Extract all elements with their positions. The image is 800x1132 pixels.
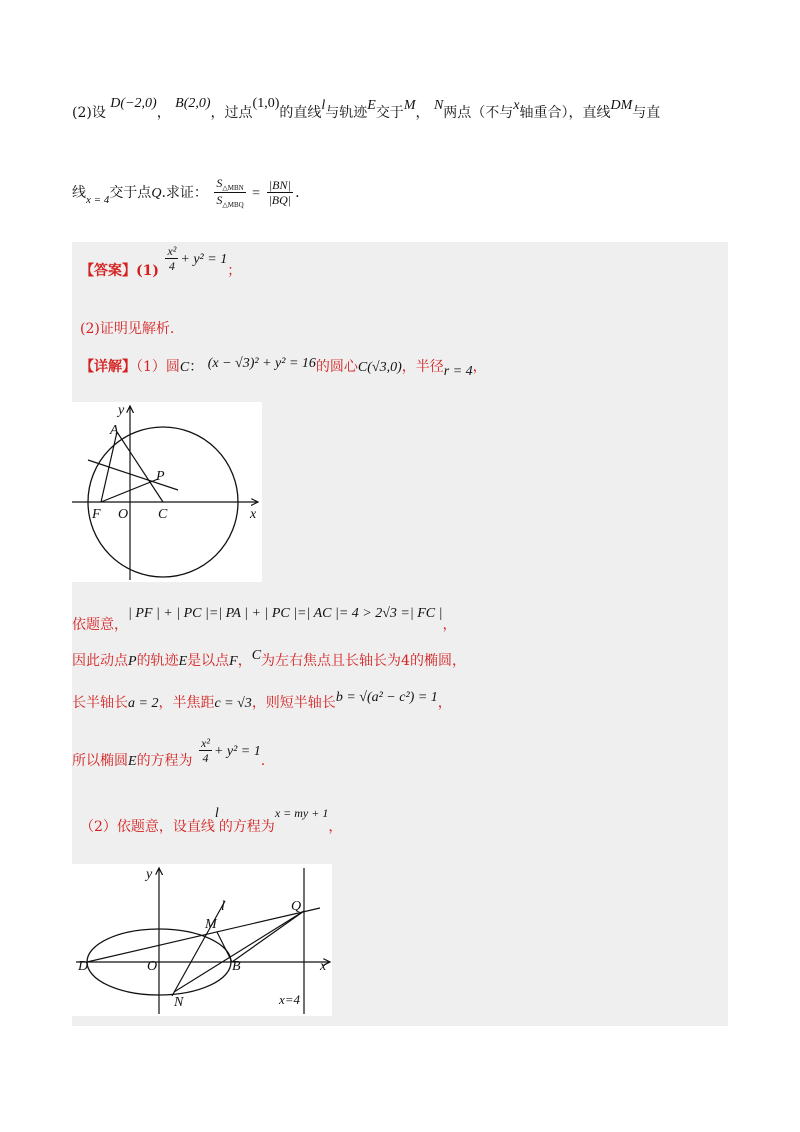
circle-equation: (x − √3)² + y² = 16	[207, 356, 316, 371]
circle-diagram	[72, 402, 262, 582]
answer-line-2: (2)证明见解析.	[80, 321, 175, 337]
part-number: (2)	[72, 105, 92, 121]
point-1-0: (1,0)	[252, 96, 280, 111]
label-P: P	[156, 469, 165, 484]
label-l: l	[221, 899, 225, 914]
question-line-2: 线$_{x = 4}$交于点Q.求证： $\frac{S_{\triangle MBN}}{S_{\triangle MBQ}}$ = $\frac{|BN|}{|BQ|}$ .	[72, 176, 300, 210]
label-B: B	[232, 959, 241, 974]
label-y: y	[118, 403, 125, 418]
label-N: N	[174, 995, 184, 1010]
label-A: A	[110, 423, 119, 438]
label-D: D	[78, 959, 89, 974]
detail-line-2: 依题意，| PF | + | PC |=| PA | + | PC |=| AC |= 4 > 2√3 =| FC |，	[72, 606, 457, 633]
answer-line-1: 【答案】(1) $\frac{\text{x²}}{4}$ + y² = 1；	[80, 244, 242, 279]
label-O: O	[147, 959, 158, 974]
detail-line-5: 所以椭圆E的方程为 $\frac{\text{x²}}{4}$ + y² = 1.	[72, 736, 266, 769]
figure-ellipse	[72, 864, 332, 1016]
label-y: y	[146, 867, 153, 882]
segment-AC	[117, 432, 163, 502]
detail-line-6: （2）依题意，设直线l的方程为x = my + 1，	[80, 806, 343, 835]
label-x: x	[250, 507, 257, 522]
question-line-1: (2)设 D(−2,0)， B(2,0)，过点(1,0)的直线l与轨迹E交于M， N两点（不与x轴重合），直线DM与直	[72, 96, 661, 121]
label-x: x	[320, 959, 327, 974]
label-M: M	[205, 917, 217, 932]
point-D: D(−2,0)	[110, 96, 157, 111]
label-Q: Q	[291, 899, 302, 914]
point-B: B(2,0)	[175, 96, 211, 111]
figure-circle	[72, 402, 262, 582]
detail-line-3: 因此动点P的轨迹E是以点F，C为左右焦点且长轴长为4的椭圆，	[72, 648, 466, 669]
focal-inequality: | PF | + | PC |=| PA | + | PC |=| AC |= 4 > 2√3 =| FC |	[128, 606, 443, 621]
length-ratio: $\frac{|BN|}{|BQ|}$	[268, 178, 292, 208]
segment-NQ	[174, 911, 304, 992]
segment-BQ	[232, 911, 304, 962]
ellipse-fraction: $\frac{\text{x²}}{4}$	[201, 736, 210, 766]
detail-label: 【详解】	[80, 359, 136, 375]
area-ratio: $\frac{S_{\triangle MBN}}{S_{\triangle MBQ}}$	[216, 176, 244, 210]
line-x4: x = 4	[86, 193, 110, 206]
label-O: O	[118, 507, 129, 522]
answer-fraction: $\frac{\text{x²}}{4}$	[167, 244, 177, 274]
detail-line-1: 【详解】（1）圆C： (x − √3)² + y² = 16的圆心C(√3,0)，半径r = 4，	[80, 356, 487, 379]
answer-label: 【答案】	[80, 262, 136, 279]
ellipse-diagram	[72, 864, 332, 1016]
label-C: C	[158, 507, 168, 522]
label-F: F	[92, 507, 101, 522]
detail-line-4: 长半轴长a = 2，半焦距c = √3，则短半轴长b = √(a² − c²) = 1，	[72, 690, 452, 711]
line-DQ	[87, 908, 320, 962]
label-x-equals-4: x=4	[279, 992, 301, 1007]
